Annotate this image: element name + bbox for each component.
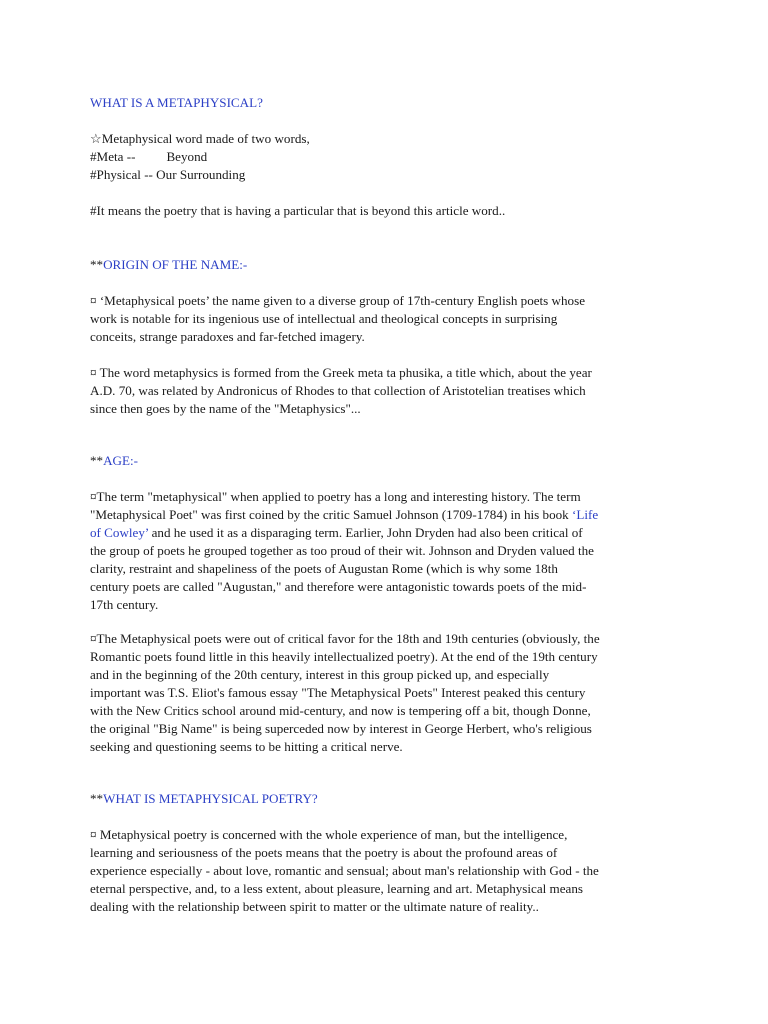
- paragraph-line: 17th century.: [90, 597, 159, 612]
- paragraph-text: and he used it as a disparaging term. Earlier, John Dryden had also been critical of: [148, 525, 583, 540]
- paragraph-line: Romantic poets found little in this heavily intellectualized poetry). At the end of the 19th century: [90, 649, 598, 664]
- paragraph-line: the group of poets he grouped together as too proud of their wit. Johnson and Dryden valued the: [90, 543, 594, 558]
- paragraph-line: work is notable for its ingenious use of intellectual and theological concepts in surprising: [90, 311, 558, 326]
- paragraph-line: century poets are called "Augustan," and therefore were antagonistic towards poets of the mid-: [90, 579, 587, 594]
- poetry-heading: [90, 790, 690, 808]
- paragraph-line: ¤ Metaphysical poetry is concerned with the whole experience of man, but the intelligence,: [90, 827, 568, 842]
- poetry-heading-prefix: **: [90, 791, 104, 806]
- paragraph-line: ¤ The word metaphysics is formed from the Greek meta ta phusika, a title which, about the year: [90, 365, 592, 380]
- paragraph-line: ¤The Metaphysical poets were out of critical favor for the 18th and 19th centuries (obviously, the: [90, 631, 600, 646]
- paragraph-line: with the New Critics school around mid-century, and now is tempering off a bit, though Donne,: [90, 703, 591, 718]
- intro-line-1: ☆Metaphysical word made of two words,: [90, 131, 310, 146]
- paragraph-line: [90, 524, 690, 542]
- paragraph-line: conceits, strange paradoxes and far-fetched imagery.: [90, 329, 365, 344]
- paragraph-line: the original "Big Name" is being superceded now by interest in George Herbert, who's religious: [90, 721, 592, 736]
- intro-block: [90, 130, 690, 184]
- paragraph-line: A.D. 70, was related by Andronicus of Rhodes to that collection of Aristotelian treatises which: [90, 383, 586, 398]
- intro-line-3: #Physical -- Our Surrounding: [90, 167, 246, 182]
- intro-line-2: [90, 148, 690, 166]
- origin-heading-prefix: **: [90, 257, 104, 272]
- book-title-link[interactable]: ‘Life: [572, 507, 599, 522]
- origin-heading: [90, 256, 690, 274]
- age-paragraph-2: [90, 630, 690, 756]
- paragraph-line: dealing with the relationship between spirit to matter or the ultimate nature of reality..: [90, 899, 539, 914]
- paragraph-line: [90, 506, 690, 524]
- paragraph-line: ¤The term "metaphysical" when applied to poetry has a long and interesting history. The term: [90, 489, 581, 504]
- paragraph-line: eternal perspective, and, to a less extent, about pleasure, learning and art. Metaphysical means: [90, 881, 584, 896]
- paragraph-line: clarity, restraint and shapeliness of the poets of Augustan Rome (which is why some 18th: [90, 561, 558, 576]
- origin-heading-text: ORIGIN OF THE NAME:-: [103, 257, 248, 272]
- meta-term: #Meta --: [90, 149, 136, 164]
- meta-meaning: Beyond: [166, 149, 208, 164]
- document-title: WHAT IS A METAPHYSICAL?: [90, 95, 263, 110]
- intro-line-4: #It means the poetry that is having a particular that is beyond this article word..: [90, 203, 506, 218]
- origin-paragraph-1: [90, 292, 690, 346]
- paragraph-text: "Metaphysical Poet" was first coined by the critic Samuel Johnson (1709-1784) in his book: [90, 507, 572, 522]
- poetry-paragraph-1: [90, 826, 690, 916]
- paragraph-line: ¤ ‘Metaphysical poets’ the name given to a diverse group of 17th-century English poets whose: [90, 293, 586, 308]
- age-heading: [90, 452, 690, 470]
- poetry-heading-text: WHAT IS METAPHYSICAL POETRY?: [103, 791, 318, 806]
- origin-paragraph-2: [90, 364, 690, 418]
- age-paragraph-1: [90, 488, 690, 614]
- paragraph-line: and in the beginning of the 20th century, interest in this group picked up, and especially: [90, 667, 550, 682]
- paragraph-line: seeking and questioning seems to be hitting a critical nerve.: [90, 739, 403, 754]
- paragraph-line: learning and seriousness of the poets means that the poetry is about the profound areas of: [90, 845, 558, 860]
- age-heading-text: AGE:-: [103, 453, 139, 468]
- book-title-link-continued[interactable]: of Cowley’: [90, 525, 149, 540]
- paragraph-line: since then goes by the name of the "Metaphysics"...: [90, 401, 361, 416]
- paragraph-line: important was T.S. Eliot's famous essay "The Metaphysical Poets" Interest peaked this century: [90, 685, 586, 700]
- paragraph-line: experience especially - about love, romantic and sensual; about man's relationship with God - the: [90, 863, 599, 878]
- age-heading-prefix: **: [90, 453, 104, 468]
